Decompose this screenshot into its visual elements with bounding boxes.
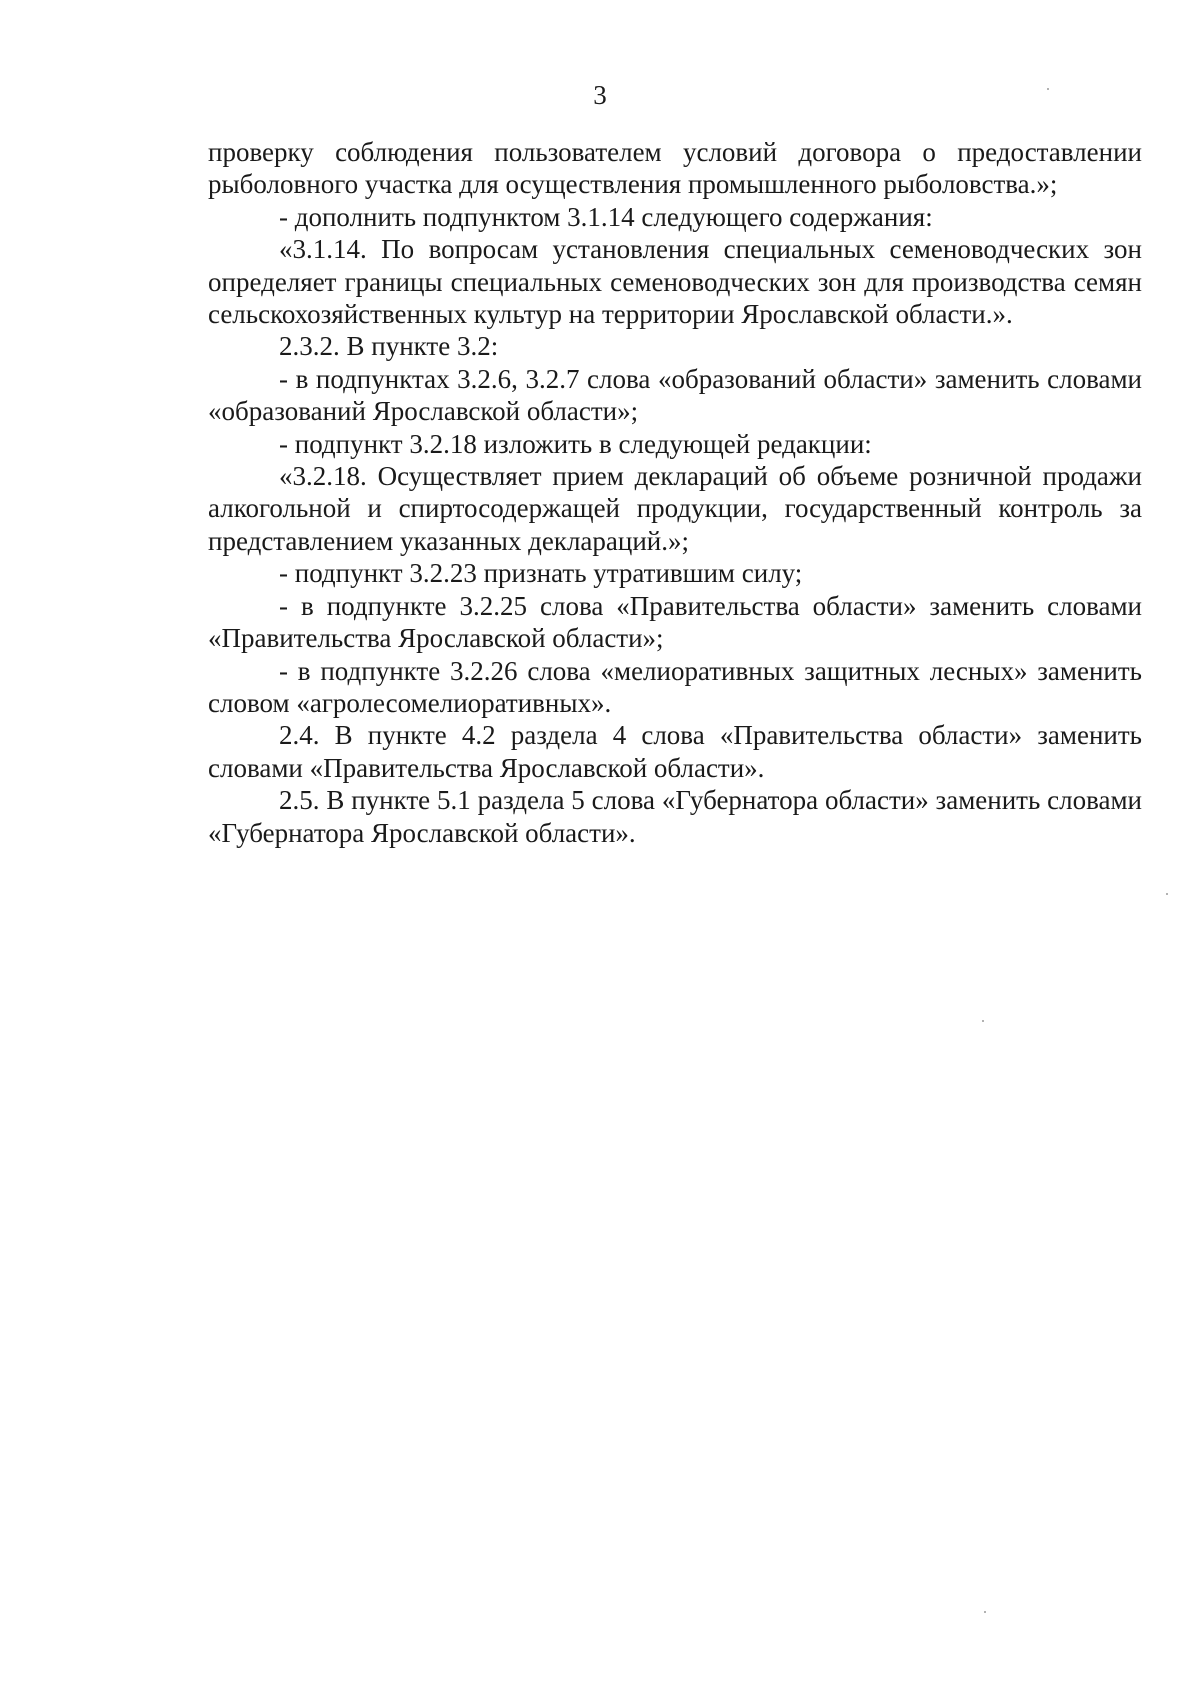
paragraph-2-5: 2.5. В пункте 5.1 раздела 5 слова «Губернатора области» заменить словами «Губернатора Ярославской области». — [208, 785, 1142, 848]
scan-speck — [1166, 893, 1168, 895]
paragraph-2-3-2: 2.3.2. В пункте 3.2: — [279, 331, 499, 362]
paragraph-3-2-26: - в подпункте 3.2.26 слова «мелиоративных защитных лесных» заменить словом «агролесомелиоративных». — [208, 655, 1142, 718]
scan-speck — [984, 1611, 986, 1613]
paragraph-add-3-1-14: - дополнить подпунктом 3.1.14 следующего содержания: — [279, 201, 933, 232]
scan-speck — [1047, 88, 1049, 90]
paragraph-3-2-6-3-2-7: - в подпунктах 3.2.6, 3.2.7 слова «образований области» заменить словами «образований Ярославской области»; — [208, 363, 1142, 427]
scan-speck — [982, 1020, 984, 1022]
paragraph-3-1-14-text: «3.1.14. По вопросам установления специальных семеноводческих зон определяет границы специальных семеноводческих зон для производства семян сельскохозяйственных культур на территории Ярославской области.». — [208, 234, 1142, 330]
document-body — [208, 136, 1142, 849]
paragraph-3-2-25: - в подпункте 3.2.25 слова «Правительства области» заменить словами «Правительства Ярославской области»; — [208, 590, 1142, 654]
page-number: 3 — [593, 80, 607, 110]
paragraph-2-4: 2.4. В пункте 4.2 раздела 4 слова «Правительства области» заменить словами «Правительства Ярославской области». — [208, 720, 1142, 783]
paragraph-3-2-18-text: «3.2.18. Осуществляет прием деклараций об объеме розничной продажи алкогольной и спиртосодержащей продукции, государственный контроль за представлением указанных деклараций.»; — [208, 461, 1142, 556]
paragraph-3-2-18-intro: - подпункт 3.2.18 изложить в следующей редакции: — [279, 428, 872, 459]
paragraph-3-2-23: - подпункт 3.2.23 признать утратившим силу; — [279, 558, 803, 589]
paragraph-continuation: проверку соблюдения пользователем условий договора о предоставлении рыболовного участка для осуществления промышленного рыболовства.»; — [208, 137, 1142, 200]
